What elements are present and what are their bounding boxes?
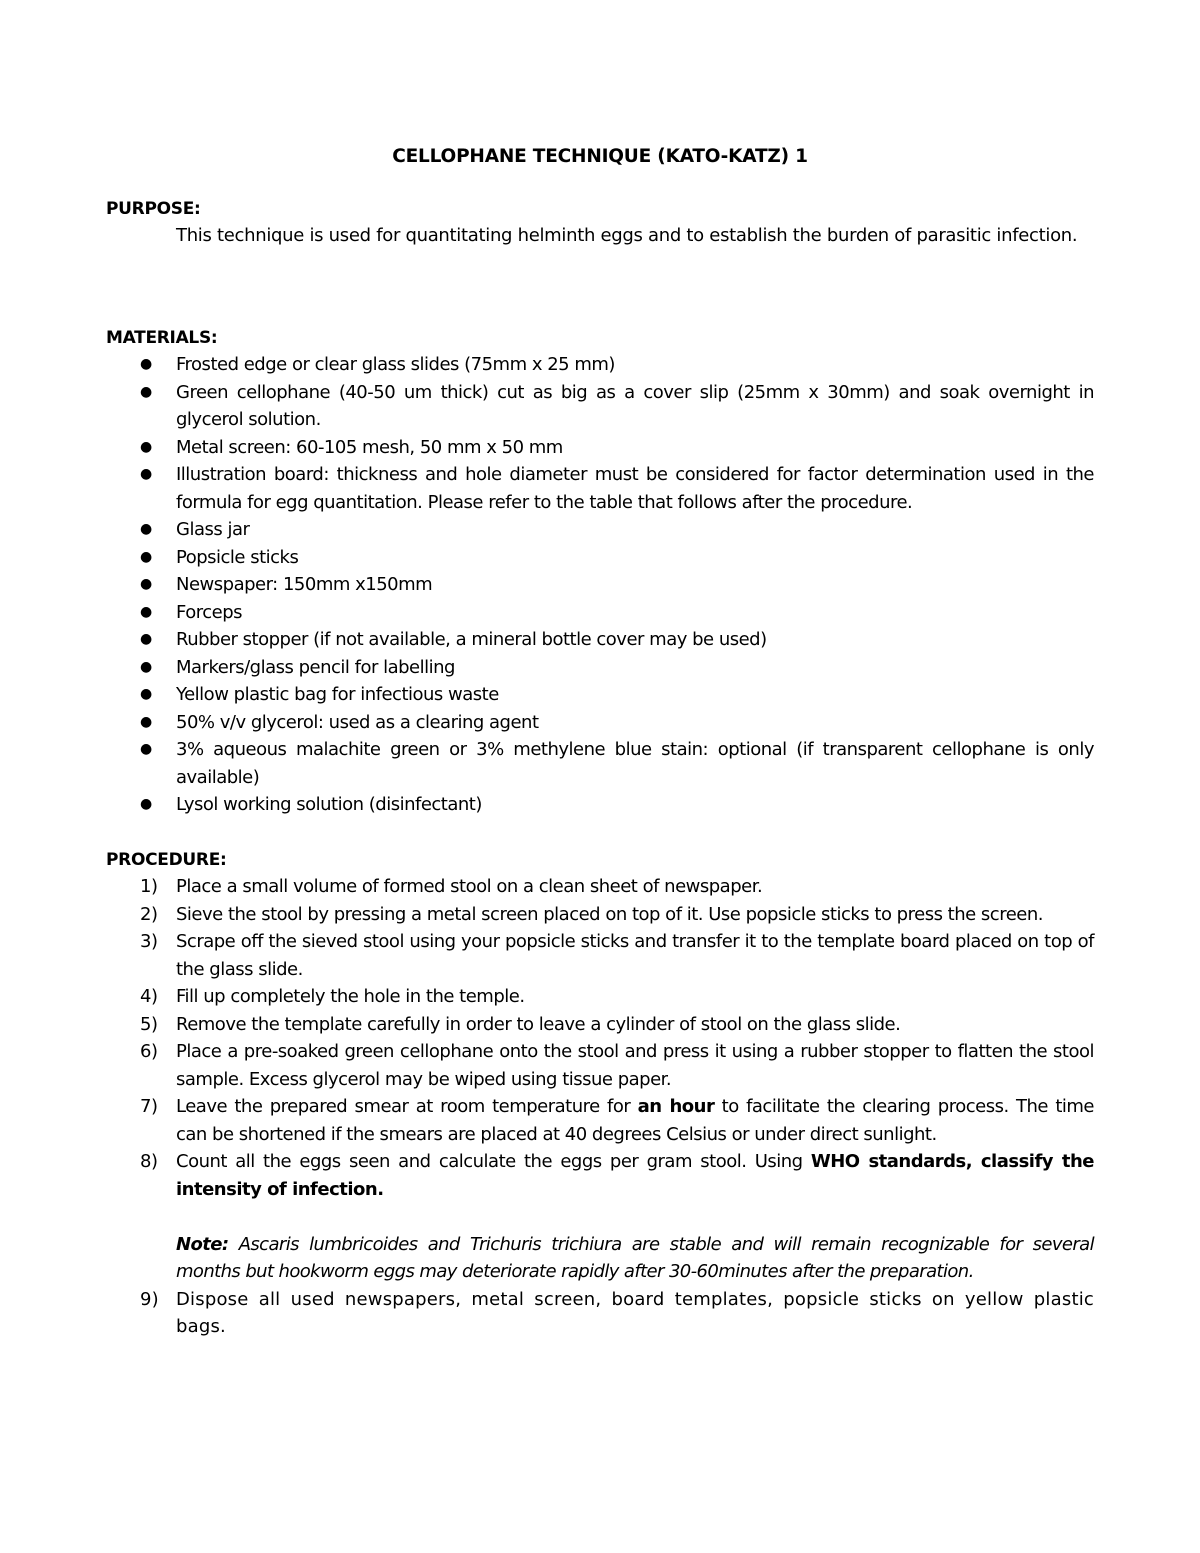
bullet-icon: ● [140, 796, 152, 812]
materials-heading: MATERIALS: [106, 328, 218, 348]
step-number: 4) [140, 986, 158, 1007]
bullet-icon: ● [140, 713, 152, 730]
procedure-heading: PROCEDURE: [106, 850, 227, 870]
bullet-icon: ● [140, 356, 152, 372]
bullet-icon: ● [140, 686, 152, 702]
emphasis-text: WHO standards, classify the intensity of infection. [176, 1151, 1094, 1200]
bullet-icon: ● [140, 438, 152, 455]
purpose-text: This technique is used for quantitating helminth eggs and to establish the burden of parasitic infection. [176, 225, 1078, 246]
step-number: 2) [140, 903, 158, 925]
step-number: 1) [140, 876, 158, 897]
bullet-icon: ● [140, 521, 152, 537]
procedure-step: 9) Dispose all used newspapers, metal screen, board templates, popsicle sticks on yellow plastic bags. [106, 1286, 1094, 1341]
list-item: ● Frosted edge or clear glass slides (75mm x 25 mm) [106, 351, 1094, 379]
procedure-step: 4) Fill up completely the hole in the temple. [106, 983, 1094, 1011]
procedure-list [106, 873, 1094, 1341]
step-number: 8) [140, 1151, 158, 1172]
list-item: ● Newspaper: 150mm x150mm [106, 571, 1094, 599]
list-item: ● Lysol working solution (disinfectant) [106, 791, 1094, 819]
note-label: Note: [176, 1233, 229, 1255]
bullet-icon: ● [140, 548, 152, 565]
note-block [106, 1231, 1094, 1286]
list-item: ● Green cellophane (40-50 um thick) cut as big as a cover slip (25mm x 30mm) and soak overnight in glycerol solution. [106, 379, 1094, 434]
procedure-step: 8) Count all the eggs seen and calculate the eggs per gram stool. Using WHO standards, classify the intensity of infection. [106, 1148, 1094, 1203]
step-number: 5) [140, 1013, 158, 1035]
purpose-heading: PURPOSE: [106, 199, 201, 219]
bullet-icon: ● [140, 603, 152, 620]
materials-list [106, 351, 1094, 819]
step-number: 9) [140, 1288, 159, 1310]
list-item: ● Yellow plastic bag for infectious waste [106, 681, 1094, 709]
emphasis-text: an hour [637, 1096, 715, 1117]
note-text: Ascaris lumbricoides and Trichuris trichiura are stable and will remain recognizable for several months but hookworm eggs may deteriorate rapidly after 30-60minutes after the preparation. [176, 1233, 1095, 1282]
step-number: 3) [140, 931, 158, 952]
procedure-step: 2) Sieve the stool by pressing a metal screen placed on top of it. Use popsicle sticks to press the screen. [106, 901, 1094, 929]
list-item: ● 50% v/v glycerol: used as a clearing agent [106, 709, 1094, 737]
step-number: 6) [140, 1041, 158, 1062]
list-item: ● Glass jar [106, 516, 1094, 544]
list-item: ● Rubber stopper (if not available, a mineral bottle cover may be used) [106, 626, 1094, 654]
step-number: 7) [140, 1096, 158, 1117]
procedure-step: 6) Place a pre-soaked green cellophane onto the stool and press it using a rubber stopper to flatten the stool sample. Excess glycerol may be wiped using tissue paper. [106, 1038, 1094, 1093]
bullet-icon: ● [140, 631, 152, 647]
list-item: ● 3% aqueous malachite green or 3% methylene blue stain: optional (if transparent cellophane is only available) [106, 736, 1094, 791]
procedure-step: 1) Place a small volume of formed stool on a clean sheet of newspaper. [106, 873, 1094, 901]
bullet-icon: ● [140, 383, 152, 400]
list-item: ● Illustration board: thickness and hole diameter must be considered for factor determination used in the formula for egg quantitation. Please refer to the table that follows after the procedure. [106, 461, 1094, 516]
bullet-icon: ● [140, 466, 152, 482]
bullet-icon: ● [140, 741, 152, 757]
list-item: ● Markers/glass pencil for labelling [106, 654, 1094, 682]
list-item: ● Popsicle sticks [106, 544, 1094, 572]
procedure-step: 3) Scrape off the sieved stool using your popsicle sticks and transfer it to the template board placed on top of the glass slide. [106, 928, 1094, 983]
list-item: ● Metal screen: 60-105 mesh, 50 mm x 50 mm [106, 434, 1094, 462]
procedure-step: 7) Leave the prepared smear at room temperature for an hour to facilitate the clearing process. The time can be shortened if the smears are placed at 40 degrees Celsius or under direct sunlight. [106, 1093, 1094, 1148]
list-item: ● Forceps [106, 599, 1094, 627]
bullet-icon: ● [140, 576, 152, 592]
document-title: CELLOPHANE TECHNIQUE (KATO-KATZ) 1 [392, 146, 808, 167]
bullet-icon: ● [140, 658, 152, 675]
procedure-step: 5) Remove the template carefully in order to leave a cylinder of stool on the glass slide. [106, 1011, 1094, 1039]
